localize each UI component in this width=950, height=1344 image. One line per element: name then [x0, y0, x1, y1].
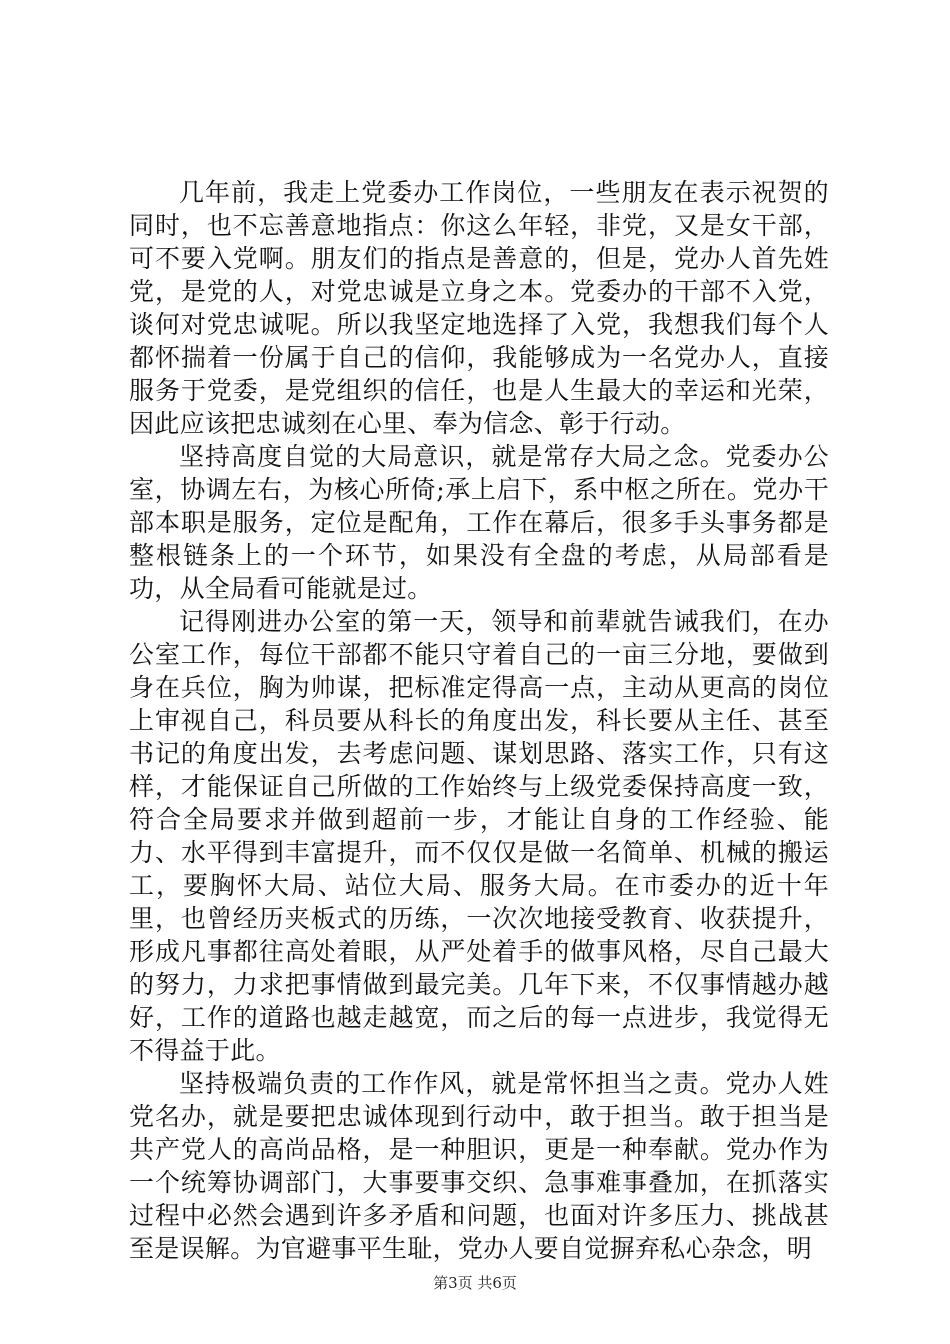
paragraph-overall-awareness: 坚持高度自觉的大局意识，就是常存大局之念。党委办公室，协调左右，为核心所倚;承上启下，系中枢之所在。党办干部本职是服务，定位是配角，工作在幕后，很多手头事务都是整根链条上的一个环节，如果没有全盘的考虑，从局部看是功，从全局看可能就是过。 [129, 442, 829, 603]
paragraph-loyalty: 几年前，我走上党委办工作岗位，一些朋友在表示祝贺的同时，也不忘善意地指点：你这么年轻，非党，又是女干部，可不要入党啊。朋友们的指点是善意的，但是，党办人首先姓党，是党的人，对党忠诚是立身之本。党委办的干部不入党，谈何对党忠诚呢。所以我坚定地选择了入党，我想我们每个人都怀揣着一份属于自己的信仰，我能够成为一名党办人，直接服务于党委，是党组织的信任，也是人生最大的幸运和光荣，因此应该把忠诚刻在心里、奉为信念、彰于行动。 [129, 178, 829, 438]
paragraph-first-day-memory: 记得刚进办公室的第一天，领导和前辈就告诫我们，在办公室工作，每位干部都不能只守着自己的一亩三分地，要做到身在兵位，胸为帅谋，把标准定得高一点，主动从更高的岗位上审视自己，科员要从科长的角度出发，科长要从主任、甚至书记的角度出发，去考虑问题、谋划思路、落实工作，只有这样，才能保证自己所做的工作始终与上级党委保持高度一致，符合全局要求并做到超前一步，才能让自身的工作经验、能力、水平得到丰富提升，而不仅仅是做一名简单、机械的搬运工，要胸怀大局、站位大局、服务大局。在市委办的近十年里，也曾经历夹板式的历练，一次次地接受教育、收获提升，形成凡事都往高处着眼，从严处着手的做事风格，尽自己最大的努力，力求把事情做到最完美。几年下来，不仅事情越办越好，工作的道路也越走越宽，而之后的每一点进步，我觉得无不得益于此。 [129, 607, 829, 1065]
paragraph-responsibility: 坚持极端负责的工作作风，就是常怀担当之责。党办人姓党名办，就是要把忠诚体现到行动中，敢于担当。敢于担当是共产党人的高尚品格，是一种胆识，更是一种奉献。党办作为一个统筹协调部门，大事要事交织、急事难事叠加，在抓落实过程中必然会遇到许多矛盾和问题，也面对许多压力、挑战甚至是误解。为官避事平生耻，党办人要自觉摒弃私心杂念，明 [129, 1069, 829, 1263]
document-body [129, 176, 829, 1265]
page-number-footer: 第3页 共6页 [433, 1274, 517, 1292]
